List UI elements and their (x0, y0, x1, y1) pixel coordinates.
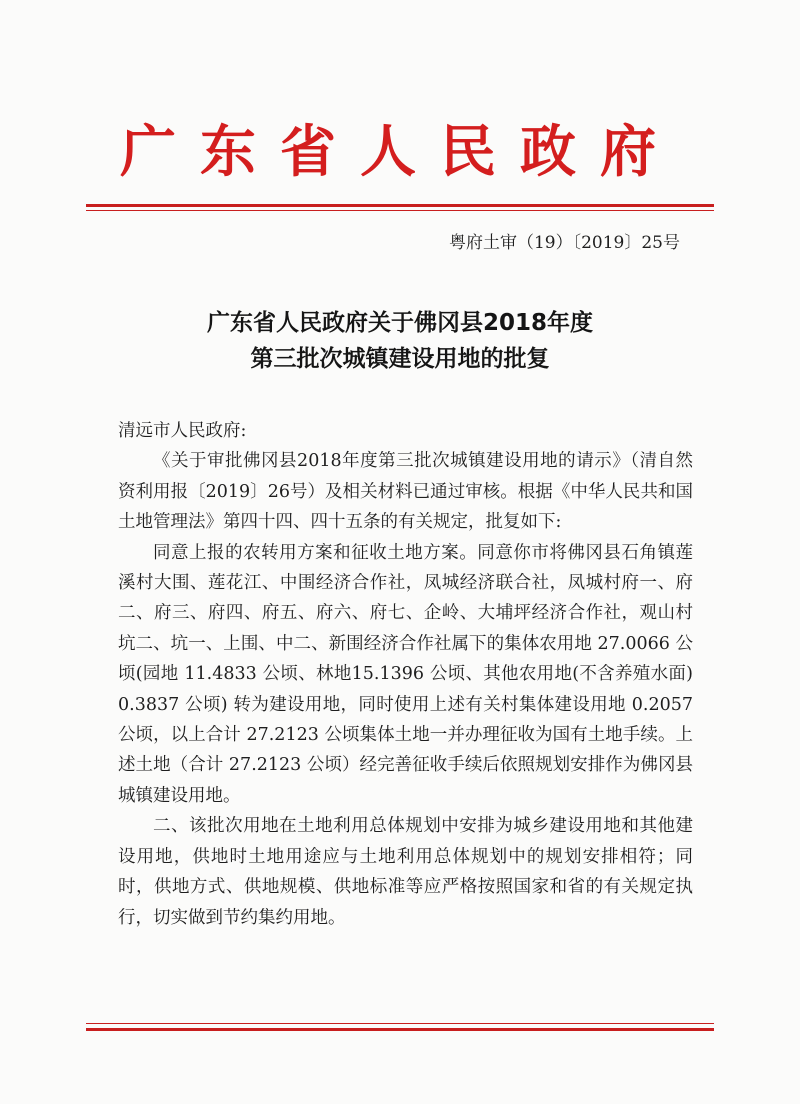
masthead-title: 广东省人民政府 (120, 120, 680, 185)
document-title-line-1: 广东省人民政府关于佛冈县2018年度 (206, 310, 593, 336)
masthead-rule-thick (86, 204, 714, 207)
salutation: 清远市人民政府: (118, 421, 247, 441)
document-number: 粤府土审（19）〔2019〕25号 (448, 233, 680, 253)
document-title-line-2: 第三批次城镇建设用地的批复 (250, 346, 550, 372)
document-body (118, 416, 693, 933)
footer-rule-thick (86, 1028, 714, 1031)
body-paragraph-2: 同意上报的农转用方案和征收土地方案。同意你市将佛冈县石角镇莲溪村大围、莲花江、中围经济合作社，凤城经济联合社，凤城村府一、府二、府三、府四、府五、府六、府七、企岭、大埔坪经济合作社，观山村坑二、坑一、上围、中二、新围经济合作社属下的集体农用地 27.0066 公顷(园地 11.4833 公顷、林地15.1396 公顷、其他农用地(不含养殖水面) 0.3837 公顷) 转为建设用地，同时使用上述有关村集体建设用地 0.2057 公顷，以上合计 27.2123 公顷集体土地一并办理征收为国有土地手续。上述土地（合计 27.2123 公顷）经完善征收手续后依照规划安排作为佛冈县城镇建设用地。 (118, 542, 693, 806)
masthead-rule-thin (86, 210, 714, 211)
body-paragraph-1: 《关于审批佛冈县2018年度第三批次城镇建设用地的请示》（清自然资利用报〔2019〕26号）及相关材料已通过审核。根据《中华人民共和国土地管理法》第四十四、四十五条的有关规定，批复如下: (118, 451, 693, 533)
body-paragraph-3: 二、该批次用地在土地利用总体规划中安排为城乡建设用地和其他建设用地，供地时土地用途应与土地利用总体规划中的规划安排相符；同时，供地方式、供地规模、供地标准等应严格按照国家和省的有关规定执行，切实做到节约集约用地。 (118, 816, 693, 928)
footer-rule-thin (86, 1023, 714, 1024)
